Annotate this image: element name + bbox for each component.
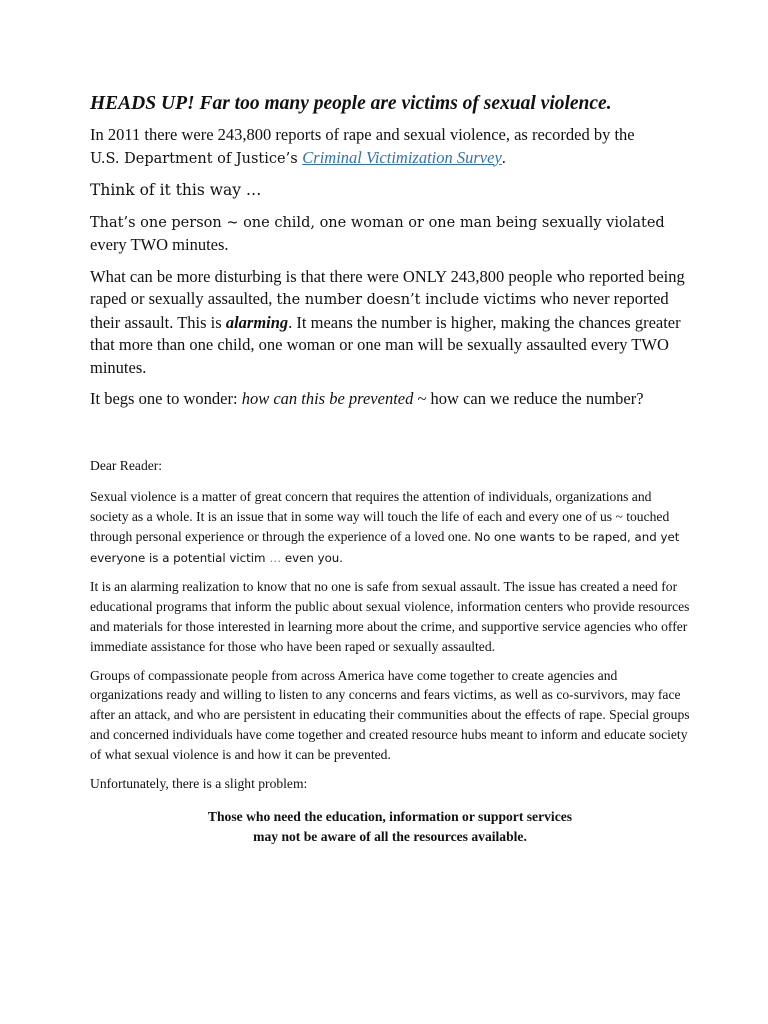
department-text: U.S. Department of Justice’s [90,150,303,167]
prevention-text-a: It begs one to wonder: [90,389,242,408]
page-heading: HEADS UP! Far too many people are victims of sexual violence. [90,93,612,114]
closing-line-2: may not be aware of all the resources available. [253,829,527,845]
disturbing-bold-text: the number doesn’t include victims [276,292,537,308]
paragraph-think: Think of it this way … [90,181,262,199]
every-two-minutes-text: every TWO minutes. [90,235,229,254]
closing-statement [90,807,690,847]
one-person-text: That’s one person ~ one child, one woman or one man being sexually violated [90,214,665,231]
statistics-period: . [501,147,506,167]
letter-paragraph-1-text: Sexual violence is a matter of great concern that requires the attention of individuals, organizations and society as a whole. It is an issue that in some way will touch the life of each and every one of us ~ touched through personal experience or through the experience of a loved one. [90,489,670,544]
paragraph-statistics [90,124,690,170]
letter-salutation: Dear Reader: [90,457,163,473]
document-page [90,92,690,847]
disturbing-text-a: What can be more disturbing is that there were ONLY 243,800 people who reported being raped or sexually assaulted, [90,266,685,308]
letter-paragraph-3: Groups of compassionate people from across America have come together to create agencies and organizations ready and willing to listen to any concerns and fears victims, as well as co-survivors, may face after an attack, and who are persistent in educating their communities about the effects of rape. Special groups and concerned individuals have come together and created resource hubs meant to inform and educate society of what sexual violence is and how it can be prevented. [90,667,690,762]
letter-paragraph-4: Unfortunately, there is a slight problem: [90,775,308,791]
survey-link[interactable]: Criminal Victimization Survey [302,147,502,167]
ellipsis-text: … [269,550,282,565]
paragraph-prevention [90,388,690,411]
section-spacer [90,420,690,456]
disturbing-text-b: who never reported their assault. This is [90,289,669,332]
alarming-text: alarming [225,312,289,332]
prevention-question: how can this be prevented [241,389,414,408]
closing-line-1: Those who need the education, information or support services [207,809,573,825]
statistics-text: In 2011 there were 243,800 reports of rape and sexual violence, as recorded by the [90,125,635,144]
prevention-text-b: ~ how can we reduce the number? [413,389,644,408]
disturbing-text-c: . It means the number is higher, making the chances greater that more than one child, one woman or one man will be sexually assaulted every TWO minutes. [90,312,681,377]
even-you-text: even you. [281,550,344,565]
paragraph-one-person [90,211,690,257]
letter-paragraph-2: It is an alarming realization to know that no one is safe from sexual assault. The issue has created a need for educational programs that inform the public about sexual violence, information centers who provide resources and materials for those interested in learning more about the crime, and supportive service agencies who offer immediate assistance for those who have been raped or sexually assaulted. [90,579,690,654]
paragraph-disturbing [90,266,690,380]
letter-paragraph-1 [90,487,690,568]
potential-victim-text: No one wants to be raped, and yet everyone is a potential victim [90,529,680,565]
